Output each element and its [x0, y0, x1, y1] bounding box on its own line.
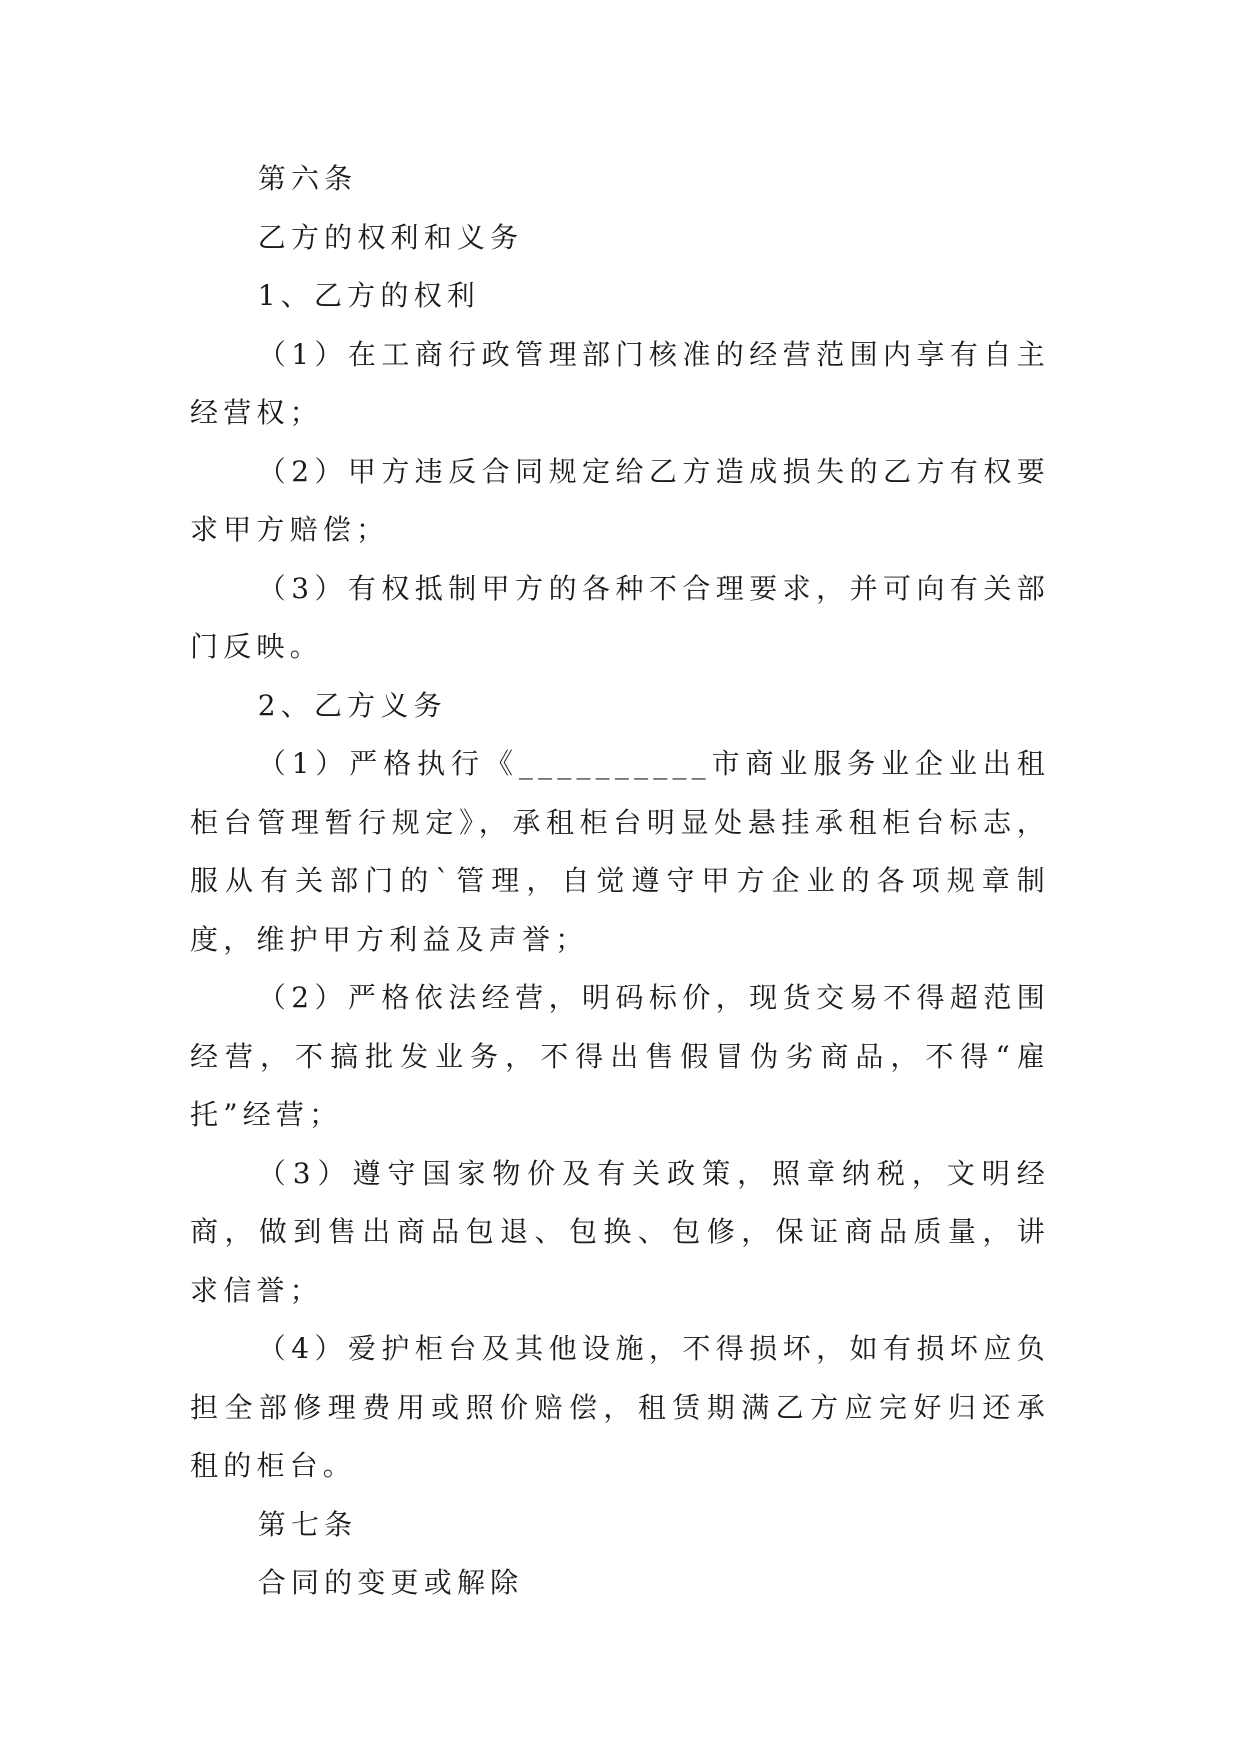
rights-item-2: （2）甲方违反合同规定给乙方造成损失的乙方有权要求甲方赔偿；	[190, 454, 1050, 546]
rights-item-1: （1）在工商行政管理部门核准的经营范围内享有自主经营权；	[190, 337, 1050, 429]
obligations-item-2: （2）严格依法经营，明码标价，现货交易不得超范围经营，不搞批发业务，不得出售假冒伪劣商品，不得“雇托”经营；	[190, 981, 1050, 1131]
article-7-heading: 第七条	[257, 1507, 358, 1541]
obligations-item-4: （4）爱护柜台及其他设施，不得损坏，如有损坏应负担全部修理费用或照价赔偿，租赁期满乙方应完好归还承租的柜台。	[190, 1332, 1050, 1482]
document-body	[190, 150, 1050, 1613]
subsection-obligations-heading: 2、乙方义务	[257, 688, 447, 722]
subsection-rights-heading: 1、乙方的权利	[257, 279, 480, 312]
obligations-item-3: （3）遵守国家物价及有关政策，照章纳税，文明经商，做到售出商品包退、包换、包修，保证商品质量，讲求信誉；	[190, 1156, 1050, 1307]
obligations-item-1: （1）严格执行《__________市商业服务业企业出租柜台管理暂行规定》，承租柜台明显处悬挂承租柜台标志，服从有关部门的`管理，自觉遵守甲方企业的各项规章制度，维护甲方利益及声誉；	[190, 747, 1050, 956]
article-6-heading: 第六条	[257, 162, 358, 195]
section-title-change-termination: 合同的变更或解除	[257, 1566, 524, 1599]
section-title-rights-obligations: 乙方的权利和义务	[257, 220, 524, 254]
rights-item-3: （3）有权抵制甲方的各种不合理要求，并可向有关部门反映。	[190, 571, 1050, 663]
